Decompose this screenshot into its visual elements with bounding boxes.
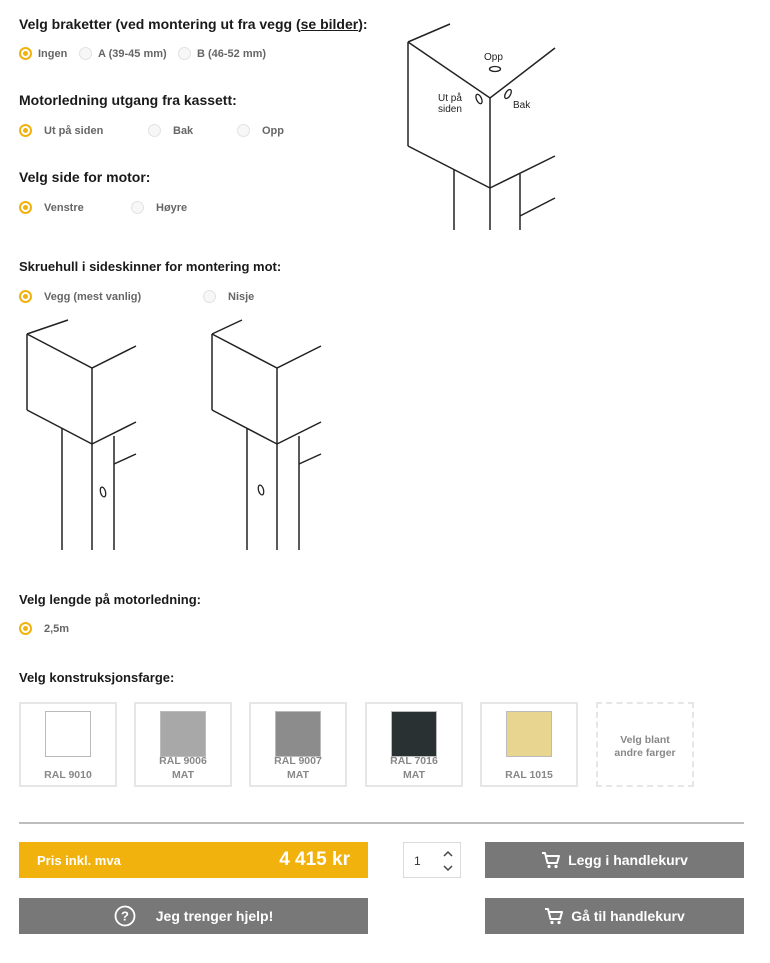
- stepper-arrows-icon[interactable]: [442, 848, 454, 874]
- brackets-heading: [19, 16, 368, 32]
- motor-side-heading: Velg side for motor:: [19, 169, 151, 185]
- color-chip: [391, 711, 437, 757]
- cable-length-option-2-5m[interactable]: [19, 622, 69, 635]
- other-colors-label-2: andre farger: [614, 747, 676, 759]
- cable-length-heading: Velg lengde på motorledning:: [19, 592, 202, 607]
- price-box: [19, 842, 368, 878]
- radio-unchecked[interactable]: [148, 124, 161, 137]
- swatch-ral-1015[interactable]: [480, 702, 578, 787]
- color-heading: Velg konstruksjonsfarge:: [19, 670, 175, 685]
- option-label: Nisje: [228, 290, 255, 303]
- radio-unchecked[interactable]: [178, 47, 191, 60]
- add-to-cart-button[interactable]: [485, 842, 744, 878]
- motor-side-option-right[interactable]: [131, 201, 187, 214]
- go-to-cart-button[interactable]: [485, 898, 744, 934]
- option-label: Ingen: [38, 47, 68, 60]
- swatch-other-colors[interactable]: [596, 702, 694, 787]
- radio-checked[interactable]: [19, 47, 32, 60]
- price-value: 4 415 kr: [279, 849, 350, 870]
- option-label: Ut på siden: [44, 124, 104, 137]
- screw-holes-heading: Skruehull i sideskinner for montering mot:: [19, 259, 282, 274]
- divider: [19, 822, 744, 824]
- radio-unchecked[interactable]: [203, 290, 216, 303]
- radio-checked[interactable]: [19, 622, 32, 635]
- swatch-ral-9007[interactable]: [249, 702, 347, 787]
- color-chip: [160, 711, 206, 757]
- swatch-label: RAL 9010: [44, 769, 92, 781]
- option-label: Høyre: [156, 201, 188, 214]
- niche-mount-diagram: [209, 318, 324, 553]
- go-to-cart-label: Gå til handlekurv: [571, 908, 685, 924]
- cable-exit-option-side[interactable]: [19, 124, 103, 137]
- swatch-ral-7016[interactable]: [365, 702, 463, 787]
- option-label: 2,5m: [44, 622, 70, 635]
- screw-option-niche[interactable]: [203, 290, 254, 303]
- radio-checked[interactable]: [19, 290, 32, 303]
- brackets-heading-end: ):: [358, 16, 368, 32]
- swatch-label: RAL 9007: [274, 755, 322, 767]
- help-label: Jeg trenger hjelp!: [155, 908, 274, 924]
- cable-exit-option-up[interactable]: [237, 124, 284, 137]
- other-colors-label-1: Velg blant: [620, 734, 670, 746]
- radio-checked[interactable]: [19, 124, 32, 137]
- diagram-label-back: Bak: [513, 100, 531, 111]
- quantity-stepper[interactable]: [403, 842, 461, 878]
- option-label: B (46-52 mm): [197, 47, 267, 60]
- color-chip: [506, 711, 552, 757]
- swatch-label: RAL 1015: [505, 769, 553, 781]
- diagram-label-side-1: Ut på: [438, 93, 462, 104]
- bracket-option-a[interactable]: [79, 47, 167, 60]
- add-to-cart-label: Legg i handlekurv: [568, 852, 688, 868]
- bracket-option-none[interactable]: [19, 47, 67, 60]
- option-label: Venstre: [44, 201, 84, 214]
- cart-icon: [541, 851, 561, 869]
- screw-option-wall[interactable]: [19, 290, 141, 303]
- radio-unchecked[interactable]: [79, 47, 92, 60]
- swatch-label-finish: MAT: [287, 769, 309, 781]
- help-icon: [114, 905, 136, 927]
- radio-unchecked[interactable]: [131, 201, 144, 214]
- cart-icon: [544, 907, 564, 925]
- chevron-up-icon[interactable]: [444, 852, 452, 856]
- option-label: Opp: [262, 124, 284, 137]
- chevron-down-icon[interactable]: [444, 866, 452, 870]
- radio-checked[interactable]: [19, 201, 32, 214]
- diagram-label-up: Opp: [484, 52, 503, 63]
- bracket-option-b[interactable]: [178, 47, 266, 60]
- svg-text:?: ?: [120, 908, 129, 924]
- cable-exit-option-back[interactable]: [148, 124, 193, 137]
- swatch-label: RAL 9006: [159, 755, 207, 767]
- option-label: Bak: [173, 124, 194, 137]
- radio-unchecked[interactable]: [237, 124, 250, 137]
- color-chip: [45, 711, 91, 757]
- help-button[interactable]: [19, 898, 368, 934]
- option-label: Vegg (mest vanlig): [44, 290, 142, 303]
- diagram-label-side-2: siden: [438, 104, 462, 115]
- price-label: Pris inkl. mva: [37, 853, 121, 868]
- motor-side-option-left[interactable]: [19, 201, 84, 214]
- swatch-ral-9006[interactable]: [134, 702, 232, 787]
- quantity-input[interactable]: 1: [414, 854, 421, 868]
- cable-exit-diagram: [400, 18, 560, 233]
- swatch-label-finish: MAT: [403, 769, 425, 781]
- swatch-label: RAL 7016: [390, 755, 438, 767]
- color-chip: [275, 711, 321, 757]
- option-label: A (39-45 mm): [98, 47, 167, 60]
- wall-mount-diagram: [24, 318, 139, 553]
- see-pictures-link[interactable]: se bilder: [300, 16, 359, 32]
- swatch-label-finish: MAT: [172, 769, 194, 781]
- cable-exit-heading: Motorledning utgang fra kassett:: [19, 92, 237, 108]
- swatch-ral-9010[interactable]: [19, 702, 117, 787]
- brackets-heading-text: Velg braketter (ved montering ut fra vegg (: [19, 16, 301, 32]
